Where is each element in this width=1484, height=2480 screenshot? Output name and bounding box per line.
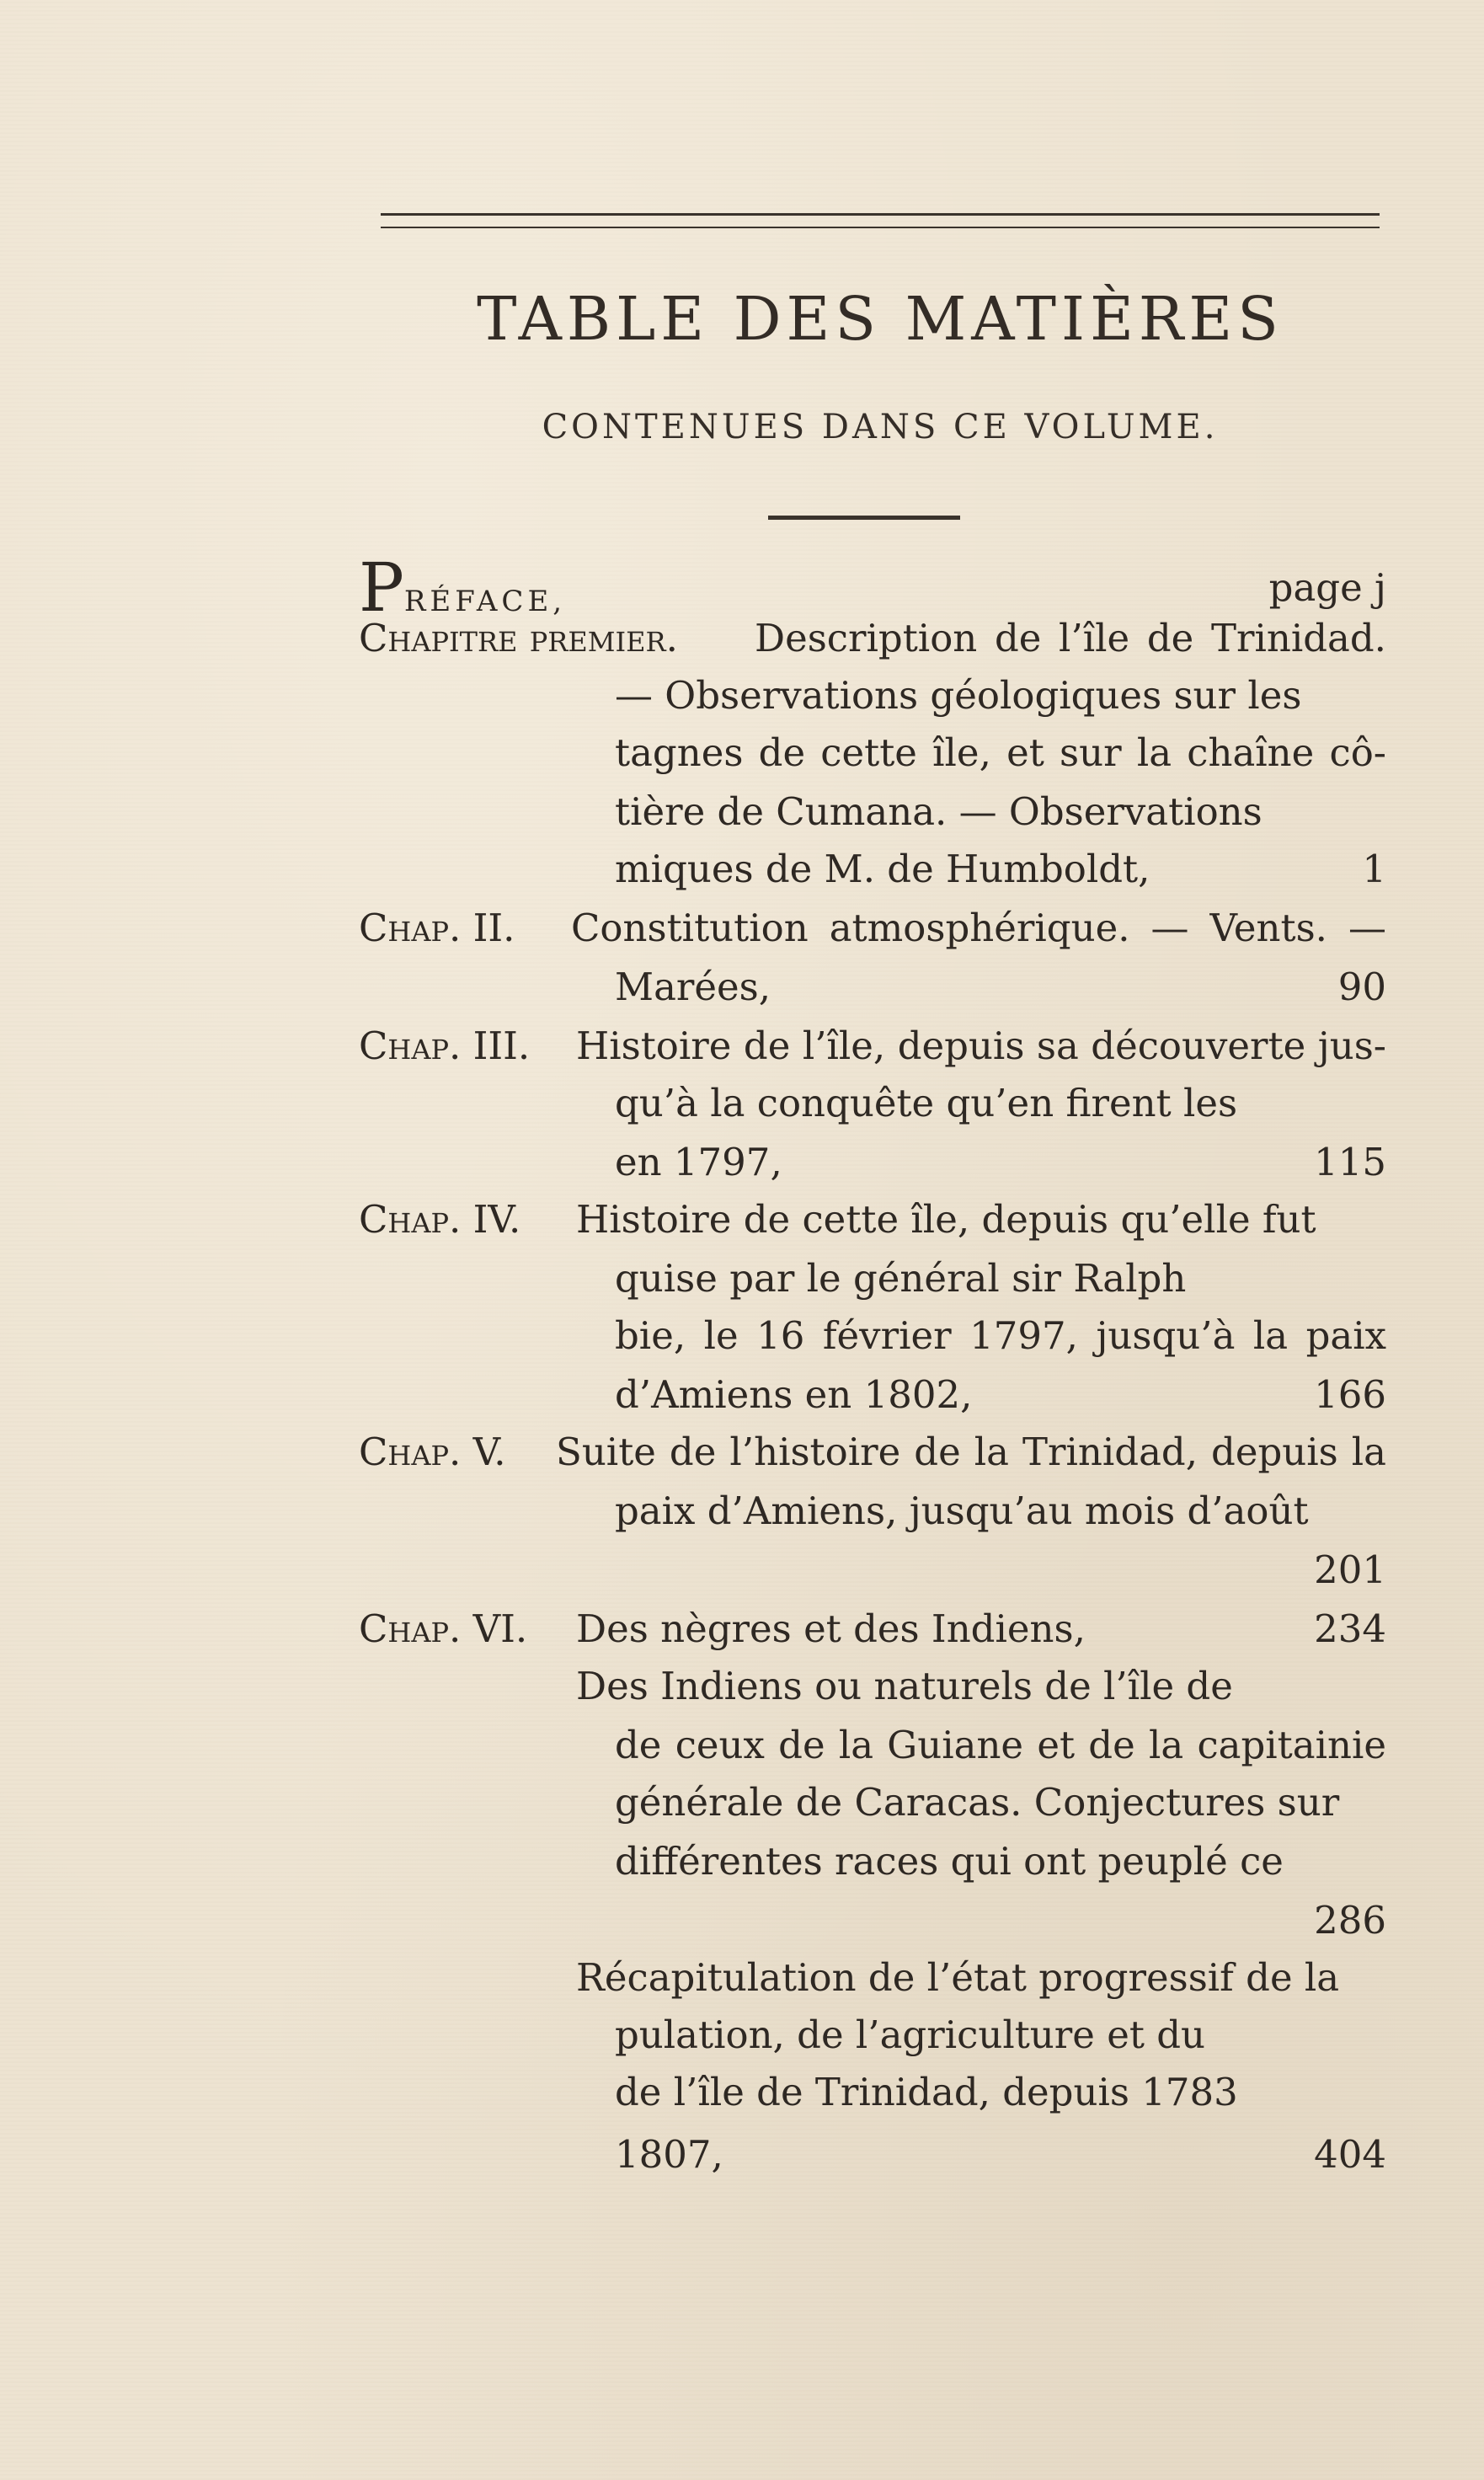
toc-line bbox=[615, 1137, 1386, 1188]
toc-line bbox=[615, 1311, 1386, 1361]
ch6-sub1-line-4: différentes races qui ont peuplé ce bbox=[615, 1839, 1284, 1884]
toc-line bbox=[615, 671, 1386, 721]
ch4-page: 166 bbox=[1314, 1372, 1386, 1417]
toc-line bbox=[615, 2130, 1386, 2180]
toc-line bbox=[755, 613, 1386, 664]
ch5-line-2: paix d’Amiens, jusqu’au mois d’août bbox=[615, 1489, 1309, 1533]
ch4-line-1: Histoire de cette île, depuis qu’elle fut bbox=[576, 1197, 1316, 1242]
ch2-label: Chap. II. bbox=[359, 906, 515, 950]
toc-line bbox=[556, 1427, 1386, 1478]
toc-entry-ch6-label bbox=[359, 1604, 569, 1654]
ch3-page: 115 bbox=[1314, 1140, 1386, 1184]
toc-line bbox=[576, 1953, 1386, 2003]
ch2-line-2: Marées, bbox=[615, 965, 771, 1009]
toc-entry-preface bbox=[359, 548, 1386, 627]
preface-dropcap: P bbox=[359, 548, 404, 627]
ch6-sub1-line-1: Des Indiens ou naturels de l’île de bbox=[576, 1664, 1233, 1708]
ch3-line-2: qu’à la conquête qu’en firent les bbox=[615, 1081, 1238, 1125]
header-double-rule bbox=[381, 213, 1380, 228]
ch1-line-3: tagnes de cette île, et sur la chaîne cô- bbox=[615, 730, 1386, 775]
toc-line bbox=[615, 2067, 1386, 2118]
toc-line bbox=[615, 1720, 1386, 1771]
toc-entry-ch1-label bbox=[359, 613, 746, 664]
ch2-page: 90 bbox=[1337, 965, 1386, 1009]
ch1-line-4: tière de Cumana. — Observations bbox=[615, 789, 1262, 834]
toc-line bbox=[576, 1604, 1386, 1654]
ch6-sub2-line-2: pulation, de l’agriculture et du bbox=[615, 2012, 1206, 2057]
toc-line bbox=[576, 1021, 1386, 1072]
ch4-label: Chap. IV. bbox=[359, 1197, 521, 1242]
ch6-sub1-page: 286 bbox=[1314, 1898, 1386, 1943]
ch4-line-3: bie, le 16 février 1797, jusqu’à la paix bbox=[615, 1313, 1386, 1358]
ch1-label: Chapitre premier. bbox=[359, 616, 678, 660]
preface-label: RÉFACE, bbox=[403, 585, 567, 618]
ch6-sub1-line-3: générale de Caracas. Conjectures sur bbox=[615, 1780, 1340, 1825]
toc-line bbox=[615, 1370, 1386, 1420]
ch4-line-2: quise par le général sir Ralph bbox=[615, 1256, 1187, 1301]
title-separator-rule bbox=[768, 516, 960, 520]
ch6-sub2-line-1: Récapitulation de l’état progressif de la bbox=[576, 1955, 1340, 2000]
toc-line bbox=[615, 1078, 1386, 1129]
ch3-line-1: Histoire de l’île, depuis sa découverte jus- bbox=[576, 1024, 1386, 1068]
toc-line bbox=[615, 962, 1386, 1013]
ch2-line-1: Constitution atmosphérique. — Vents. — bbox=[571, 906, 1386, 950]
toc-line bbox=[576, 1195, 1386, 1245]
ch6-line-1: Des nègres et des Indiens, bbox=[576, 1606, 1086, 1651]
toc-entry-ch5-label bbox=[359, 1427, 552, 1478]
ch5-label: Chap. V. bbox=[359, 1430, 506, 1474]
ch1-line-1: Description de l’île de Trinidad. bbox=[755, 616, 1386, 660]
toc-line bbox=[615, 787, 1386, 837]
toc-entry-ch2-label bbox=[359, 903, 552, 954]
toc-line bbox=[615, 1545, 1386, 1595]
ch1-line-2: — Observations géologiques sur les bbox=[615, 673, 1302, 718]
ch6-sub1-line-2: de ceux de la Guiane et de la capitainie bbox=[615, 1723, 1386, 1767]
toc-line bbox=[615, 1486, 1386, 1537]
toc-line bbox=[615, 1836, 1386, 1887]
toc-line bbox=[615, 1253, 1386, 1304]
toc-line bbox=[571, 903, 1386, 954]
toc-entry-ch4-label bbox=[359, 1195, 569, 1245]
toc-entry-ch3-label bbox=[359, 1021, 569, 1072]
toc-line bbox=[615, 844, 1386, 895]
ch3-line-3: en 1797, bbox=[615, 1140, 782, 1184]
toc-line bbox=[615, 1895, 1386, 1946]
toc-line bbox=[615, 1777, 1386, 1828]
ch6-sub2-line-4: 1807, bbox=[615, 2132, 723, 2177]
ch4-line-4: d’Amiens en 1802, bbox=[615, 1372, 973, 1417]
preface-page: page j bbox=[1268, 565, 1386, 610]
toc-line bbox=[615, 728, 1386, 778]
ch1-line-5: miques de M. de Humboldt, bbox=[615, 847, 1150, 891]
toc-line bbox=[615, 2010, 1386, 2060]
ch6-sub2-page: 404 bbox=[1314, 2132, 1386, 2177]
page-title: TABLE DES MATIÈRES bbox=[477, 284, 1284, 354]
toc-line bbox=[576, 1661, 1386, 1712]
ch3-label: Chap. III. bbox=[359, 1024, 531, 1068]
ch5-page: 201 bbox=[1314, 1547, 1386, 1592]
ch6-page: 234 bbox=[1314, 1606, 1386, 1651]
ch5-line-1: Suite de l’histoire de la Trinidad, depuis la bbox=[556, 1430, 1386, 1474]
ch1-page: 1 bbox=[1362, 847, 1386, 891]
page-subtitle: CONTENUES DANS CE VOLUME. bbox=[542, 408, 1219, 446]
ch6-label: Chap. VI. bbox=[359, 1606, 528, 1651]
ch6-sub2-line-3: de l’île de Trinidad, depuis 1783 bbox=[615, 2070, 1238, 2114]
